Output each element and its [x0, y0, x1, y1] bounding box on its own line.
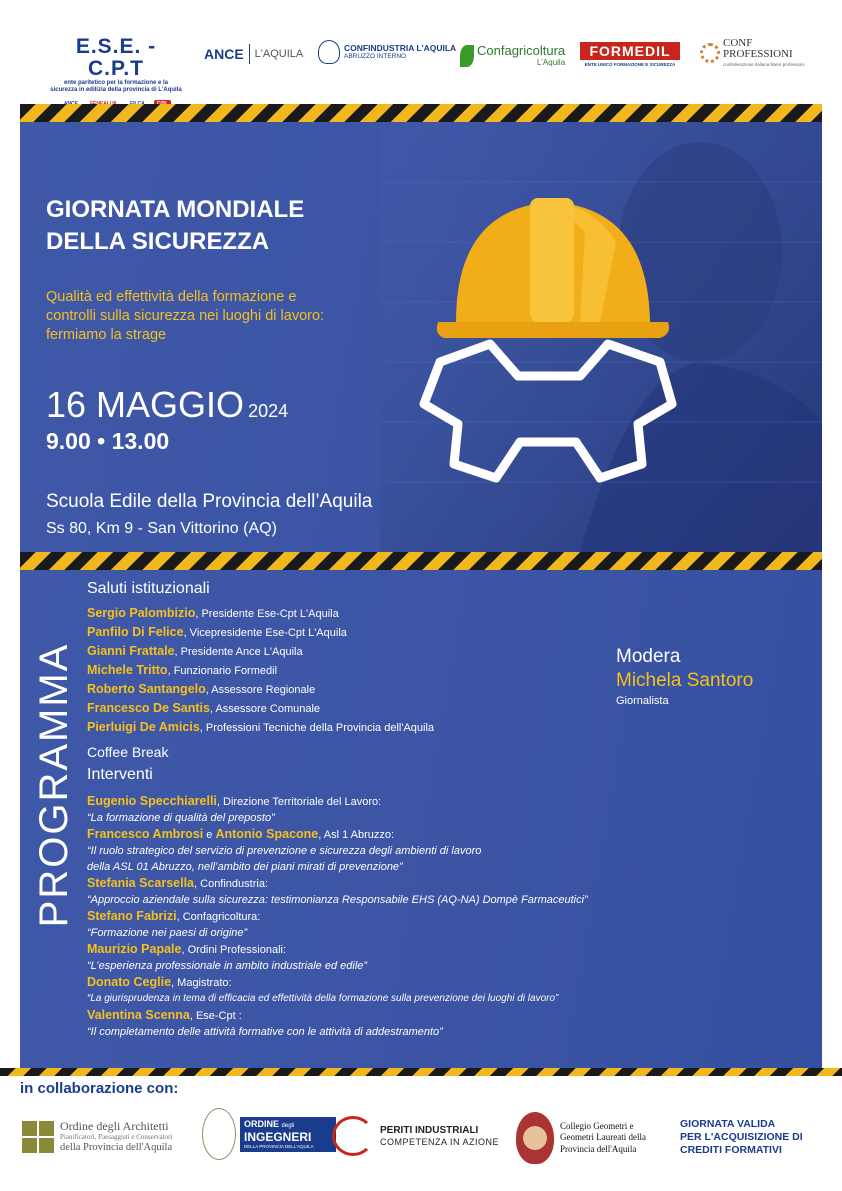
speaker-role: , Assessore Comunale — [209, 703, 321, 715]
ese-cpt-sub-2: sicurezza in edilizia della provincia di L'Aquila — [50, 87, 182, 93]
saluti-item — [87, 718, 727, 737]
hero-subtitle-line-2: controlli sulla sicurezza nei luoghi di lavoro: — [46, 308, 325, 324]
moderator-name: Michela Santoro — [616, 670, 754, 691]
speaker-name: Sergio Palombizio — [87, 606, 196, 620]
leaf-icon — [460, 45, 474, 67]
speaker-role: , Confagricoltura: — [176, 911, 261, 923]
hazard-stripe-top — [20, 104, 822, 122]
speaker-name: Panfilo Di Felice — [87, 625, 184, 639]
architetti-province: della Provincia dell'Aquila — [60, 1142, 173, 1153]
hero-panel — [20, 122, 822, 552]
intervento-item — [87, 826, 727, 843]
header-logos — [0, 0, 842, 104]
ingegneri-box — [240, 1117, 336, 1152]
programma-vertical-label: PROGRAMMA — [32, 642, 76, 928]
saluti-heading: Saluti istituzionali — [87, 580, 210, 597]
ance-divider — [249, 44, 250, 64]
event-date-day: 16 MAGGIO — [46, 384, 245, 425]
confagricoltura-logo — [460, 44, 565, 67]
hazard-stripe-middle — [20, 552, 822, 570]
ingegneri-ordine-word: ORDINE — [244, 1118, 280, 1129]
confagricoltura-city: L'Aquila — [536, 58, 566, 67]
moderator-block — [616, 645, 753, 709]
speaker-name: Roberto Santangelo — [87, 682, 206, 696]
hardhat-gear-icon — [380, 172, 700, 492]
hero-title-line-2: DELLA SICUREZZA — [46, 228, 270, 255]
dotted-ring-icon — [700, 43, 720, 63]
speaker-role: , Funzionario Formedil — [167, 665, 278, 677]
confprofessioni-logo — [700, 38, 805, 67]
speaker-conjunction: e — [203, 829, 216, 841]
moderator-label: Modera — [616, 646, 681, 667]
confindustria-logo — [318, 40, 456, 64]
event-venue: Scuola Edile della Provincia dell’Aquila — [46, 491, 373, 512]
periti-name: PERITI INDUSTRIALI — [380, 1124, 479, 1136]
event-date — [46, 384, 288, 432]
crediti-formativi-notice — [680, 1118, 803, 1157]
valid-line-1: GIORNATA VALIDA — [680, 1118, 776, 1130]
ingegneri-name: INGEGNERI — [244, 1129, 312, 1144]
intervento-item — [87, 974, 727, 991]
moderator-role: Giornalista — [616, 695, 669, 707]
speaker-role: , Presidente Ance L'Aquila — [174, 646, 303, 658]
speaker-role: , Direzione Territoriale del Lavoro: — [216, 796, 382, 808]
partner-logos — [0, 1108, 842, 1178]
confindustria-emblem-icon — [318, 40, 340, 64]
interventi-heading: Interventi — [87, 766, 153, 783]
confagricoltura-name: Confagricoltura — [477, 43, 566, 58]
talk-title: “Il ruolo strategico del servizio di prevenzione e sicurezza degli ambienti di lavoro — [87, 845, 482, 857]
ance-label: ANCE — [204, 46, 244, 62]
talk-title: “Approccio aziendale sulla sicurezza: testimonianza Responsabile EHS (AQ-NA) Dompè Farmaceutici” — [87, 894, 588, 906]
saluti-item — [87, 623, 727, 642]
coffee-break: Coffee Break — [87, 744, 169, 760]
speaker-role: , Assessore Regionale — [205, 684, 316, 696]
geometri-line-2: Geometri Laureati della — [560, 1132, 646, 1143]
talk-title: “Formazione nei paesi di origine” — [87, 927, 248, 939]
ingegneri-ordine — [244, 1119, 332, 1131]
geometri-line-3: Provincia dell'Aquila — [560, 1143, 637, 1154]
speaker-name: Francesco De Santis — [87, 701, 210, 715]
speaker-name: Eugenio Specchiarelli — [87, 794, 217, 808]
confindustria-sub: ABRUZZO INTERNO — [344, 53, 407, 60]
ese-cpt-logo — [46, 36, 186, 112]
ordine-ingegneri-logo — [202, 1108, 336, 1160]
ance-logo — [204, 44, 303, 64]
speaker-role: , Professioni Tecniche della Provincia dell'Aquila — [199, 722, 435, 734]
valid-line-3: CREDITI FORMATIVI — [680, 1144, 782, 1156]
ingegneri-degli: degli — [281, 1122, 295, 1129]
speaker-name: Donato Ceglie — [87, 975, 172, 989]
speaker-role: , Ese-Cpt : — [189, 1010, 242, 1022]
geometri-line-1: Collegio Geometri e — [560, 1120, 634, 1131]
hero-subtitle — [46, 288, 406, 345]
periti-tagline: COMPETENZA IN AZIONE — [380, 1136, 500, 1147]
talk-title: “Il completamento delle attività formative con le attività di addestramento” — [87, 1026, 443, 1038]
ese-cpt-title: E.S.E. - C.P.T — [75, 35, 157, 80]
architetti-name: Ordine degli Architetti — [60, 1119, 169, 1133]
speaker-role: , Asl 1 Abruzzo: — [318, 829, 395, 841]
confprof-sub: confederazione italiana libere professioni — [723, 62, 805, 67]
speaker-name: Pierluigi De Amicis — [87, 720, 200, 734]
speaker-role: , Confindustria: — [194, 878, 268, 890]
periti-mark-icon — [332, 1116, 374, 1156]
speaker-name: Stefania Scarsella — [87, 876, 195, 890]
interventi-list — [87, 793, 727, 1040]
ese-cpt-sub-1: ente paritetico per la formazione e la — [63, 80, 169, 86]
hero-subtitle-line-1: Qualità ed effettività della formazione e — [46, 289, 297, 305]
speaker-role: , Presidente Ese-Cpt L'Aquila — [195, 608, 339, 620]
intervento-item — [87, 875, 727, 892]
speaker-name-2: Antonio Spacone — [215, 827, 319, 841]
ordine-architetti-logo — [22, 1120, 172, 1154]
hero-title-line-1: GIORNATA MONDIALE — [46, 196, 305, 223]
speaker-name: Valentina Scenna — [87, 1008, 190, 1022]
architetti-sub: Pianificatori, Paesaggisti e Conservatori — [60, 1133, 173, 1141]
intervento-item — [87, 941, 727, 958]
ingegneri-province: DELLA PROVINCIA DELL'AQUILA — [244, 1143, 314, 1149]
speaker-name: Stefano Fabrizi — [87, 909, 177, 923]
talk-title: “La giurisprudenza in tema di efficacia ed effettività della formazione sulla prevenzione dei luoghi di lavoro” — [87, 993, 559, 1004]
speaker-name: Gianni Frattale — [87, 644, 175, 658]
periti-industriali-logo — [332, 1116, 499, 1156]
intervento-item — [87, 1007, 727, 1024]
speaker-name: Maurizio Papale — [87, 942, 182, 956]
geometri-crest-icon — [516, 1112, 554, 1164]
event-time: 9.00 • 13.00 — [46, 428, 170, 454]
event-address: Ss 80, Km 9 - San Vittorino (AQ) — [46, 520, 277, 537]
intervento-item — [87, 908, 727, 925]
intervento-item — [87, 793, 727, 810]
collegio-geometri-logo — [516, 1112, 662, 1164]
speaker-role: , Vicepresidente Ese-Cpt L'Aquila — [183, 627, 347, 639]
vitruvian-man-icon — [202, 1108, 236, 1160]
hero-title — [46, 194, 304, 258]
confprof-name-1: CONF — [723, 37, 753, 49]
speaker-name: Michele Tritto — [87, 663, 168, 677]
formedil-name: FORMEDIL — [580, 42, 680, 60]
saluti-item — [87, 604, 727, 623]
speaker-role: , Ordini Professionali: — [181, 944, 287, 956]
architetti-grid-icon — [22, 1121, 54, 1153]
talk-title: “L’esperienza professionale in ambito industriale ed edile” — [87, 960, 368, 972]
collaboration-heading: in collaborazione con: — [20, 1080, 179, 1097]
hazard-stripe-bottom — [0, 1068, 842, 1076]
confprof-name-2: PROFESSIONI — [723, 48, 793, 60]
speaker-role: , Magistrato: — [171, 977, 232, 989]
event-year: 2024 — [248, 401, 289, 421]
valid-line-2: PER L'ACQUISIZIONE DI — [680, 1131, 803, 1143]
formedil-sub: ENTE UNICO FORMAZIONE E SICUREZZA — [584, 62, 676, 67]
ance-city: L'AQUILA — [254, 48, 304, 60]
geometri-text — [560, 1121, 662, 1156]
confindustria-name: CONFINDUSTRIA L'AQUILA — [344, 43, 457, 53]
formedil-logo — [580, 42, 680, 67]
talk-title-cont: della ASL 01 Abruzzo, nell’ambito dei piani mirati di prevenzione” — [87, 861, 403, 873]
hero-subtitle-line-3: fermiamo la strage — [46, 327, 167, 343]
talk-title: “La formazione di qualità del preposto” — [87, 812, 275, 824]
speaker-name: Francesco Ambrosi — [87, 827, 204, 841]
